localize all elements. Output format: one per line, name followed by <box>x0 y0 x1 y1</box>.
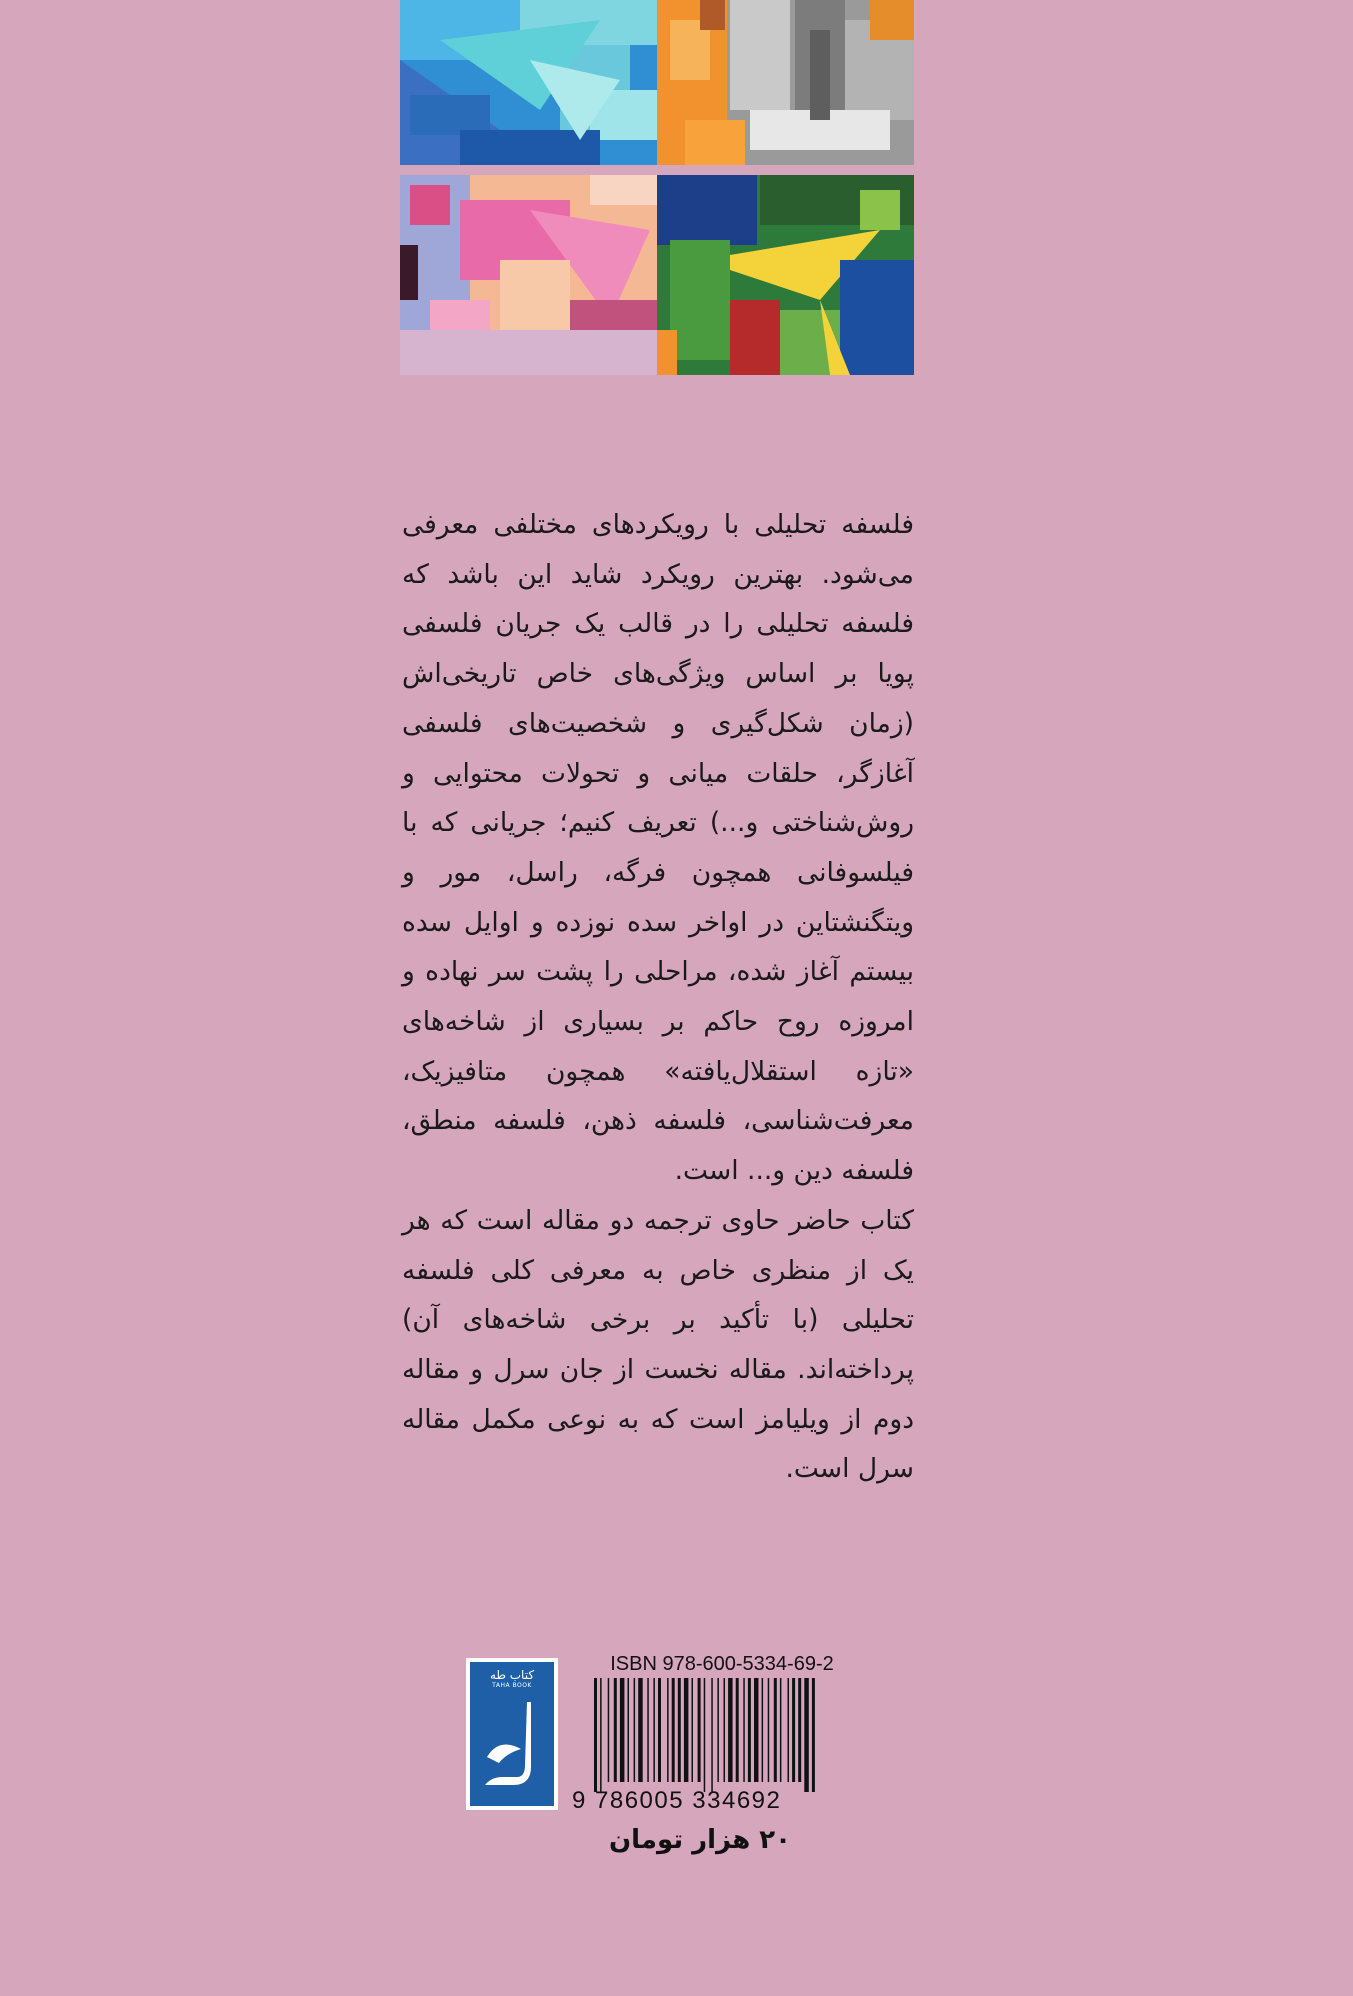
barcode-bar <box>698 1678 701 1782</box>
barcode-bar <box>798 1678 801 1782</box>
barcode-bar <box>608 1678 610 1782</box>
barcode-bar <box>620 1678 625 1782</box>
barcode-bar <box>780 1678 782 1782</box>
cover-artwork <box>400 0 914 375</box>
barcode-bar <box>724 1678 726 1782</box>
barcode-bar <box>717 1678 719 1782</box>
barcode-bar <box>634 1678 636 1782</box>
barcode-bar <box>768 1678 770 1782</box>
barcode-bar <box>774 1678 777 1782</box>
blurb-paragraph-1: فلسفه تحلیلی با رویکردهای مختلفی معرفی می‌شود. بهترین رویکرد شاید این باشد که فلسفه تحلیلی را در قالب یک جریان فلسفی پویا بر اساس ویژگی‌های خاص تاریخی‌اش (زمان شکل‌گیری و شخصیت‌های فلسفی آغازگر، حلقات میانی و تحولات محتوایی و روش‌شناختی و...) تعریف کنیم؛ جریانی که با فیلسوفانی همچون فرگه، راسل، مور و ویتگنشتاین در اواخر سده نوزده و اوایل سده بیستم آغاز شده، مراحلی را پشت سر نهاده و امروزه روح حاکم بر بسیاری از شاخه‌های «تازه استقلال‌یافته» همچون متافیزیک، معرفت‌شناسی، فلسفه ذهن، فلسفه منطق، فلسفه دین و... است. <box>402 509 914 1187</box>
barcode-bar <box>804 1678 809 1792</box>
barcode-bar <box>792 1678 795 1782</box>
publisher-name-en: TAHA BOOK <box>492 1682 532 1689</box>
barcode-bar <box>704 1678 706 1792</box>
barcode-bar <box>762 1678 764 1782</box>
barcode-bar <box>628 1678 630 1782</box>
barcode-bar <box>653 1678 655 1782</box>
barcode-bar <box>743 1678 745 1782</box>
abstract-geometric-artwork-icon <box>400 0 914 375</box>
barcode-bar <box>736 1678 739 1782</box>
barcode-bar <box>748 1678 751 1782</box>
barcode-bar <box>812 1678 815 1792</box>
publisher-name: کتاب طه <box>489 1668 535 1682</box>
barcode-bar <box>754 1678 759 1782</box>
back-cover-blurb <box>402 500 914 1494</box>
barcode-bar <box>638 1678 643 1782</box>
barcode-bar <box>728 1678 733 1782</box>
taha-calligraphy-logo-icon <box>477 1697 547 1792</box>
blurb-paragraph-2: کتاب حاضر حاوی ترجمه دو مقاله است که هر یک از منظری خاص به معرفی کلی فلسفه تحلیلی (با تأکید بر برخی شاخه‌های آن) پرداخته‌اند. مقاله نخست از جان سرل و مقاله دوم از ویلیامز است که به نوعی مکمل مقاله سرل است. <box>402 1204 914 1485</box>
barcode-bar <box>594 1678 597 1792</box>
barcode-bar <box>658 1678 661 1782</box>
barcode-bar <box>711 1678 713 1792</box>
barcode-digits: 9 786005 334692 <box>572 1787 782 1814</box>
isbn-label: ISBN 978-600-5334-69-2 <box>610 1653 834 1675</box>
barcode-bar <box>667 1678 669 1782</box>
barcode-bar <box>692 1678 694 1782</box>
barcode-bar <box>614 1678 617 1782</box>
barcode-bar <box>678 1678 681 1782</box>
barcode-bar <box>647 1678 649 1782</box>
price: ۲۰ هزار تومان <box>608 1825 792 1855</box>
barcode-bar <box>684 1678 689 1782</box>
barcode-bar <box>672 1678 675 1782</box>
barcode-bar <box>788 1678 790 1782</box>
barcode-bar <box>600 1678 602 1792</box>
publisher-logo <box>466 1658 558 1810</box>
barcode <box>592 1678 848 1792</box>
